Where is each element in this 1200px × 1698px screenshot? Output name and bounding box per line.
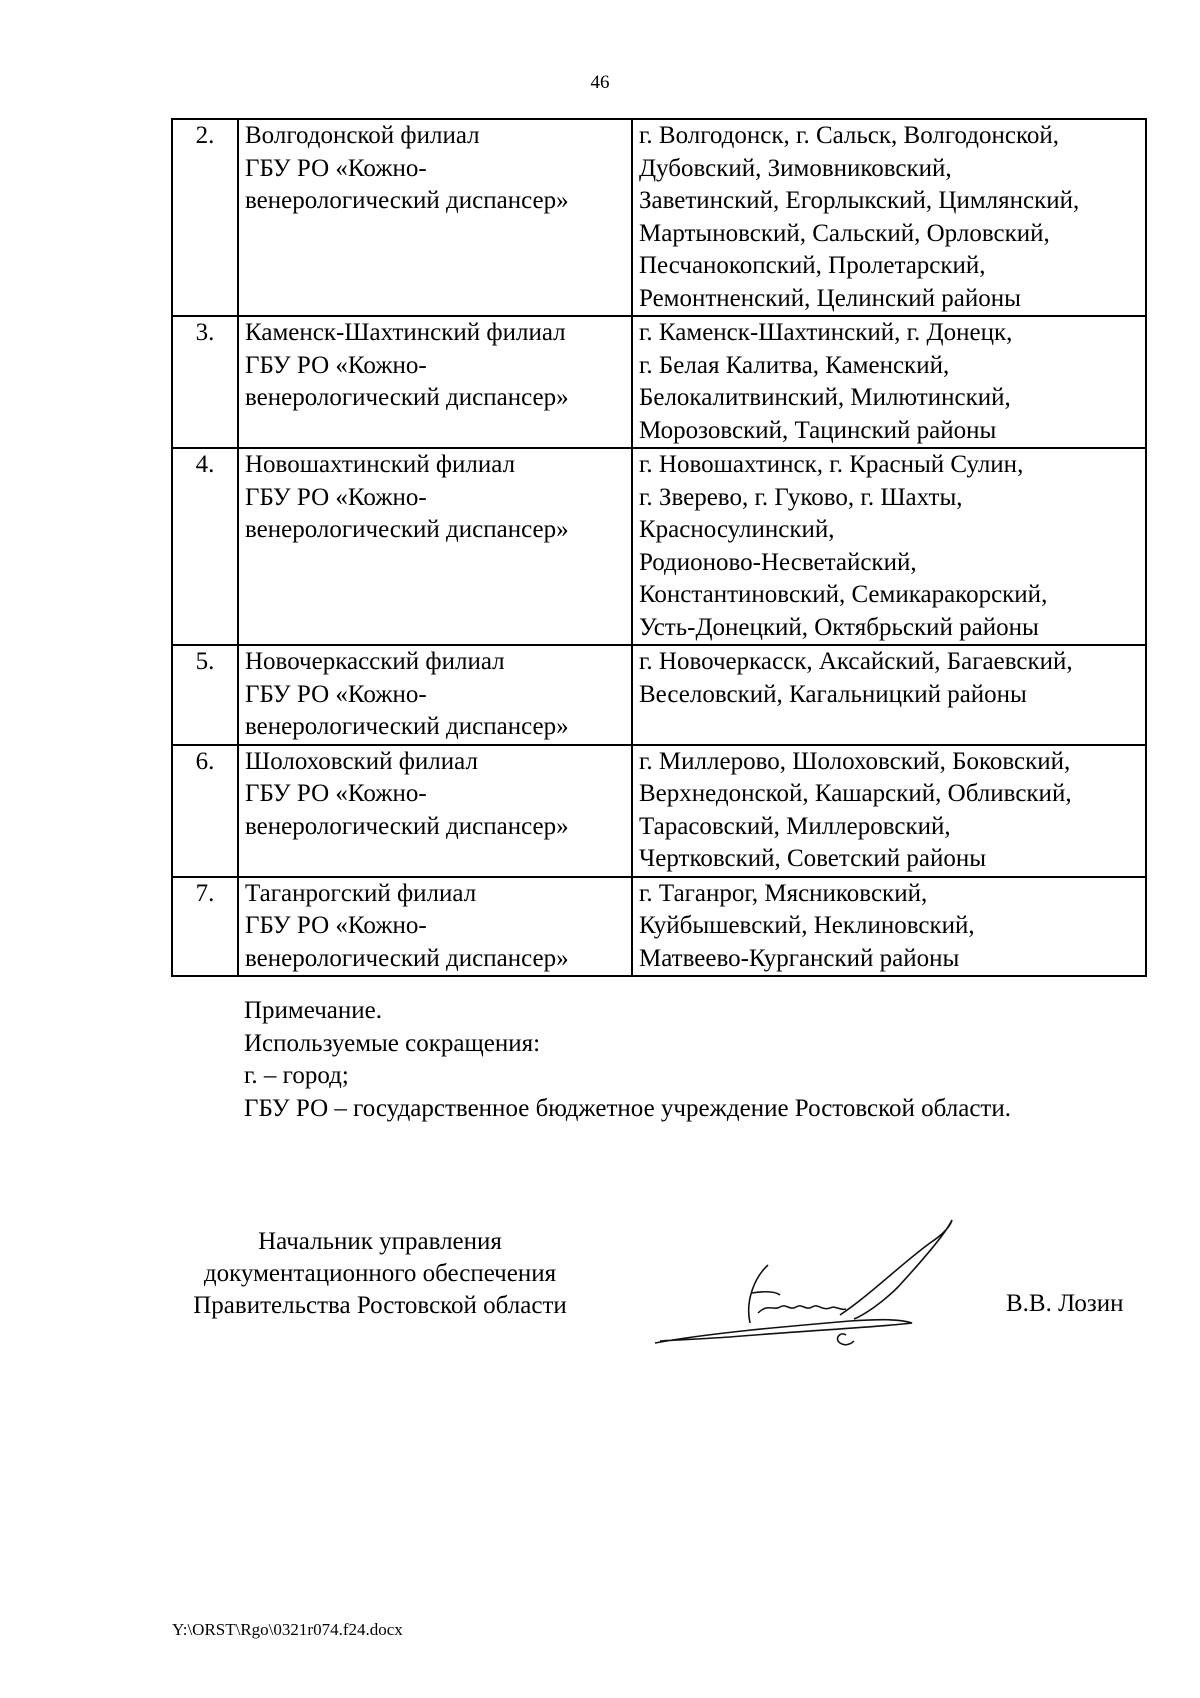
area-line: Дубовский, Зимовниковский, (639, 154, 952, 182)
branch-name (238, 745, 632, 877)
area-line: Родионово-Несветайский, (639, 548, 917, 576)
branch-name-line: ГБУ РО «Кожно- (245, 351, 427, 379)
branch-name-line: венерологический диспансер» (245, 187, 569, 214)
branch-name-line: Шолоховский филиал (245, 747, 478, 775)
area-line: Веселовский, Кагальницкий районы (639, 680, 1027, 708)
area-line: г. Каменск-Шахтинский, г. Донецк, (639, 319, 1013, 346)
area-line: г. Новошахтинск, г. Красный Сулин, (639, 451, 1024, 478)
served-areas (632, 645, 1146, 745)
signatory-title-line: документационного обеспечения (203, 1260, 557, 1287)
branch-name-line: ГБУ РО «Кожно- (245, 680, 427, 708)
branch-name-line: венерологический диспансер» (245, 944, 569, 972)
table-row (172, 119, 1146, 316)
branch-name (238, 119, 632, 316)
table-row (172, 645, 1146, 745)
area-line: Белокалитвинский, Милютинский, (639, 384, 1011, 411)
area-line: Мартыновский, Сальский, Орловский, (639, 219, 1050, 247)
row-number: 2. (172, 119, 238, 316)
branch-name-line: Таганрогский филиал (245, 879, 477, 907)
area-line: г. Миллерово, Шолоховский, Боковский, (639, 747, 1071, 775)
table-row (172, 316, 1146, 448)
branch-name-line: ГБУ РО «Кожно- (245, 912, 427, 939)
branch-name-line: венерологический диспансер» (245, 384, 569, 411)
signatory-title-line: Правительства Ростовской области (193, 1292, 567, 1319)
handwritten-signature (650, 1215, 980, 1360)
branch-name-line: Новошахтинский филиал (245, 451, 516, 478)
note-subheading: Используемые сокращения: (244, 1029, 541, 1057)
area-line: Куйбышевский, Неклиновский, (639, 912, 975, 939)
abbreviation-gbu: ГБУ РО – государственное бюджетное учреждение Ростовской области. (244, 1094, 1011, 1122)
area-line: Чертковский, Советский районы (639, 845, 987, 872)
table-row (172, 745, 1146, 877)
page-number: 46 (590, 72, 610, 93)
abbreviation-city: г. – город; (244, 1062, 349, 1089)
area-line: Красносулинский, (639, 516, 835, 543)
area-line: г. Таганрог, Мясниковский, (639, 879, 928, 907)
branches-table (171, 118, 1147, 977)
served-areas (632, 448, 1146, 645)
file-path: Y:\ORST\Rgo\0321r074.f24.docx (172, 1620, 403, 1639)
area-line: Ремонтненский, Целинский районы (639, 284, 1021, 312)
branch-name-line: ГБУ РО «Кожно- (245, 483, 427, 511)
row-number: 4. (172, 448, 238, 645)
branch-name-line: Волгодонской филиал (245, 122, 480, 149)
area-line: Усть-Донецкий, Октябрьский районы (639, 613, 1039, 641)
abbreviations-note (244, 995, 1011, 1125)
branch-name (238, 877, 632, 977)
signatory-name: В.В. Лозин (1006, 1290, 1124, 1317)
area-line: г. Новочеркасск, Аксайский, Багаевский, (639, 648, 1073, 675)
branch-name-line: венерологический диспансер» (245, 812, 569, 840)
area-line: Заветинский, Егорлыкский, Цимлянский, (639, 187, 1080, 214)
branch-name-line: венерологический диспансер» (245, 516, 569, 543)
area-line: г. Волгодонск, г. Сальск, Волгодонской, (639, 122, 1059, 149)
area-line: Песчанокопский, Пролетарский, (639, 252, 986, 279)
served-areas (632, 877, 1146, 977)
note-heading: Примечание. (244, 997, 383, 1024)
area-line: Матвеево-Курганский районы (639, 944, 960, 972)
area-line: г. Зверево, г. Гуково, г. Шахты, (639, 483, 963, 511)
served-areas (632, 316, 1146, 448)
branch-name (238, 316, 632, 448)
area-line: Морозовский, Тацинский районы (639, 416, 997, 444)
area-line: Тарасовский, Миллеровский, (639, 812, 951, 840)
area-line: Константиновский, Семикаракорский, (639, 581, 1048, 608)
branch-name-line: Новочеркасский филиал (245, 648, 505, 675)
signatory-title (150, 1226, 610, 1322)
row-number: 6. (172, 745, 238, 877)
row-number: 3. (172, 316, 238, 448)
served-areas (632, 119, 1146, 316)
table-row (172, 877, 1146, 977)
branch-name (238, 645, 632, 745)
area-line: г. Белая Калитва, Каменский, (639, 351, 950, 379)
served-areas (632, 745, 1146, 877)
branch-name (238, 448, 632, 645)
row-number: 7. (172, 877, 238, 977)
area-line: Верхнедонской, Кашарский, Обливский, (639, 780, 1072, 807)
branch-name-line: ГБУ РО «Кожно- (245, 780, 427, 807)
row-number: 5. (172, 645, 238, 745)
branch-name-line: венерологический диспансер» (245, 713, 569, 740)
table-row (172, 448, 1146, 645)
signatory-title-line: Начальник управления (258, 1228, 502, 1255)
branch-name-line: ГБУ РО «Кожно- (245, 154, 427, 182)
branch-name-line: Каменск-Шахтинский филиал (245, 319, 566, 346)
